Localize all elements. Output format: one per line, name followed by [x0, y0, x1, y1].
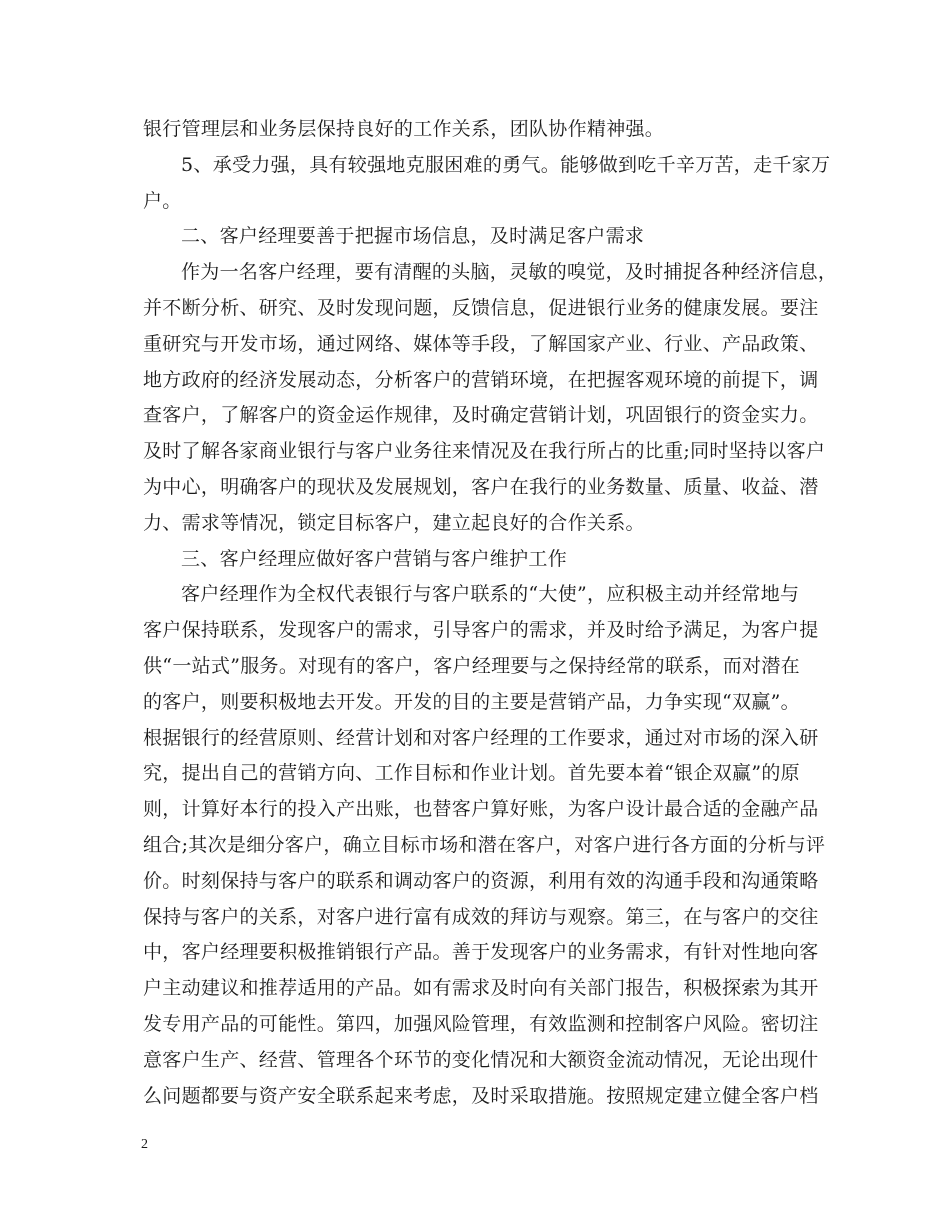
text-line: 则，计算好本行的投入产出账，也替客户算好账，为客户设计最合适的金融产品	[143, 798, 819, 821]
text-line: 户。	[143, 189, 182, 212]
text-line: 重研究与开发市场，通过网络、媒体等手段，了解国家产业、行业、产品政策、	[143, 332, 819, 355]
text-line: 客户保持联系，发现客户的需求，引导客户的需求，并及时给予满足，为客户提	[143, 619, 819, 642]
text-line: 么问题都要与资产安全联系起来考虑，及时采取措施。按照规定建立健全客户档	[143, 1084, 819, 1107]
text-line: 客户经理作为全权代表银行与客户联系的“大使”，应积极主动并经常地与	[181, 583, 800, 606]
text-line: 组合;其次是细分客户，确立目标市场和潜在客户，对客户进行各方面的分析与评	[143, 833, 826, 856]
text-line: 保持与客户的关系，对客户进行富有成效的拜访与观察。第三，在与客户的交往	[143, 905, 819, 928]
page-number: 2	[141, 1137, 148, 1152]
section-heading: 三、客户经理应做好客户营销与客户维护工作	[181, 547, 568, 570]
text-line: 查客户，了解客户的资金运作规律，及时确定营销计划，巩固银行的资金实力。	[143, 404, 819, 427]
text-line: 力、需求等情况，锁定目标客户，建立起良好的合作关系。	[143, 511, 645, 534]
text-line: 作为一名客户经理，要有清醒的头脑，灵敏的嗅觉，及时捕捉各种经济信息，	[181, 261, 838, 284]
body-text	[143, 112, 838, 1114]
text-line: 银行管理层和业务层保持良好的工作关系，团队协作精神强。	[143, 118, 665, 140]
text-line: 为中心，明确客户的现状及发展规划，客户在我行的业务数量、质量、收益、潜	[143, 475, 819, 498]
text-line: 发专用产品的可能性。第四，加强风险管理，有效监测和控制客户风险。密切注	[143, 1012, 819, 1035]
text-line: 意客户生产、经营、管理各个环节的变化情况和大额资金流动情况，无论出现什	[143, 1048, 819, 1071]
text-line: 究，提出自己的营销方向、工作目标和作业计划。首先要本着“银企双赢”的原	[143, 762, 800, 785]
text-line: 价。时刻保持与客户的联系和调动客户的资源，利用有效的沟通手段和沟通策略	[143, 869, 819, 892]
text-line: 根据银行的经营原则、经营计划和对客户经理的工作要求，通过对市场的深入研	[143, 726, 819, 749]
text-line: 供“一站式”服务。对现有的客户，客户经理要与之保持经常的联系，而对潜在	[143, 654, 800, 677]
text-line: 的客户，则要积极地去开发。开发的目的主要是营销产品，力争实现“双赢”。	[143, 690, 800, 713]
text-line: 户主动建议和推荐适用的产品。如有需求及时向有关部门报告，积极探索为其开	[143, 977, 819, 1000]
text-line: 5、承受力强，具有较强地克服困难的勇气。能够做到吃千辛万苦，走千家万	[181, 153, 831, 176]
text-line: 地方政府的经济发展动态，分析客户的营销环境，在把握客观环境的前提下，调	[143, 368, 819, 391]
text-line: 中，客户经理要积极推销银行产品。善于发现客户的业务需求，有针对性地向客	[143, 941, 819, 964]
text-line: 及时了解各家商业银行与客户业务往来情况及在我行所占的比重;同时坚持以客户	[143, 440, 826, 463]
text-line: 并不断分析、研究、及时发现问题，反馈信息，促进银行业务的健康发展。要注	[143, 296, 819, 319]
section-heading: 二、客户经理要善于把握市场信息，及时满足客户需求	[181, 225, 645, 248]
